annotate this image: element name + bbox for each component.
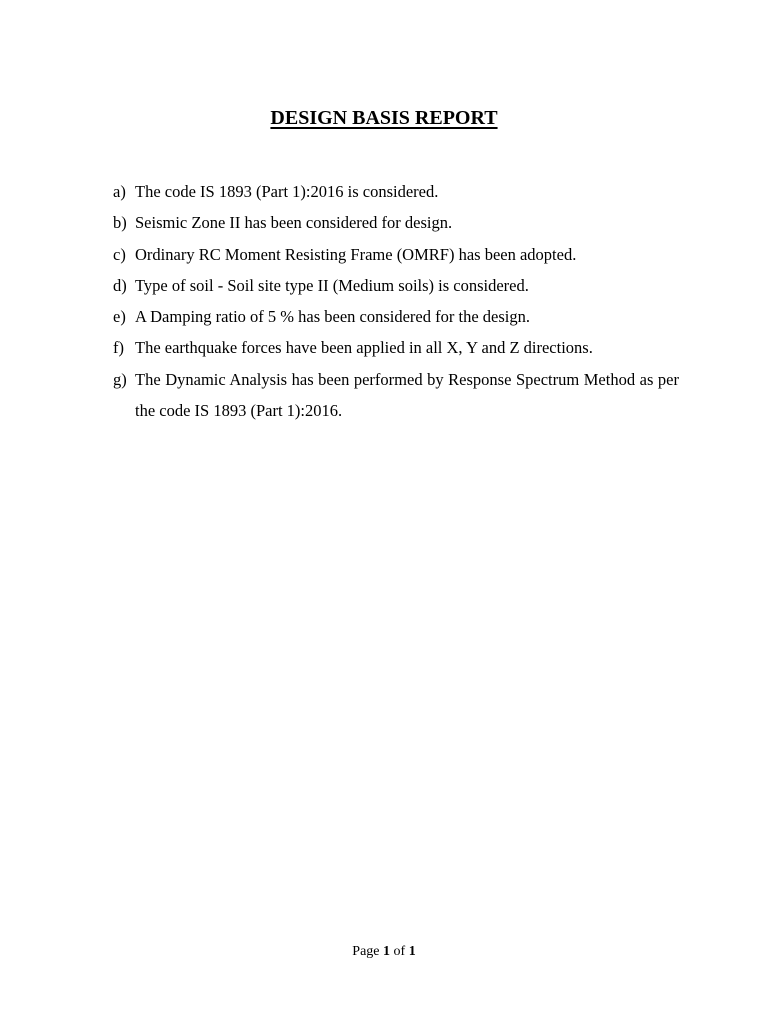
list-marker: d) — [113, 275, 127, 295]
list-marker: a) — [113, 182, 126, 201]
list-item-text: The earthquake forces have been applied in all X, Y and Z directions. — [135, 338, 593, 358]
page-title: DESIGN BASIS REPORT — [270, 107, 498, 129]
list-item-text: A Damping ratio of 5 % has been considered for the design. — [135, 307, 530, 327]
list-marker: g) — [113, 369, 127, 389]
footer-page-word: Page — [352, 944, 380, 959]
list-item — [113, 176, 679, 207]
list-item-text: Seismic Zone II has been considered for design. — [135, 213, 453, 233]
design-basis-list — [113, 176, 679, 426]
footer-total-pages: 1 — [408, 944, 416, 959]
list-item — [113, 270, 679, 301]
list-item — [113, 207, 679, 238]
list-item — [113, 301, 679, 332]
footer-of-word: of — [393, 944, 406, 959]
list-marker: f) — [113, 338, 124, 358]
page-footer — [0, 942, 768, 962]
list-item-text: The Dynamic Analysis has been performed by Response Spectrum Method as per the code IS 1893 (Part 1):2016. — [135, 369, 679, 421]
list-marker: b) — [113, 213, 127, 233]
list-item — [113, 332, 679, 363]
list-marker: c) — [113, 244, 126, 264]
list-item — [113, 364, 679, 427]
list-item-text: The code IS 1893 (Part 1):2016 is considered. — [135, 182, 439, 201]
list-item — [113, 239, 679, 270]
footer-current-page: 1 — [383, 944, 391, 959]
list-item-text: Type of soil - Soil site type II (Medium soils) is considered. — [135, 275, 529, 295]
list-marker: e) — [113, 307, 126, 327]
list-item-text: Ordinary RC Moment Resisting Frame (OMRF) has been adopted. — [135, 244, 577, 264]
